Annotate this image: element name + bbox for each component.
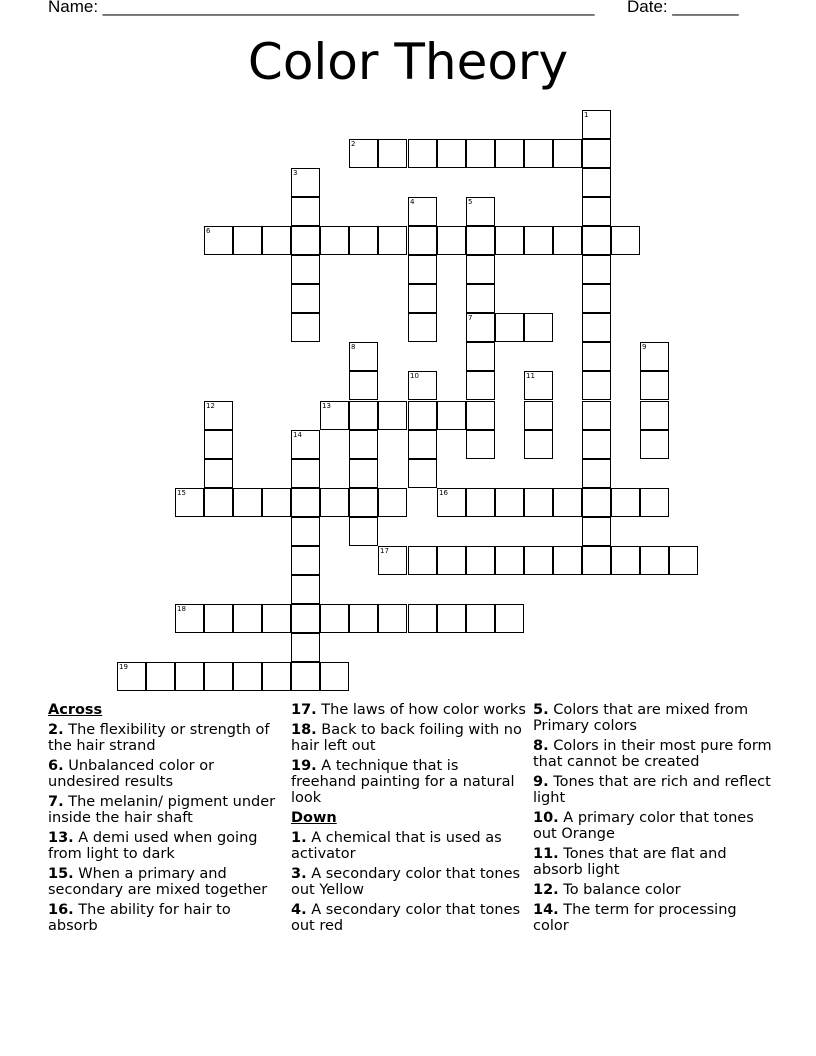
grid-cell[interactable]: [466, 604, 495, 633]
grid-cell[interactable]: [349, 488, 378, 517]
page-title: Color Theory: [247, 33, 569, 91]
grid-cell[interactable]: [466, 546, 495, 575]
grid-cell[interactable]: [349, 401, 378, 430]
clue-across-13: [48, 830, 283, 862]
grid-cell[interactable]: [466, 342, 495, 371]
cell-number: 1: [584, 111, 589, 119]
grid-cell[interactable]: [408, 226, 437, 255]
grid-cell[interactable]: [495, 488, 524, 517]
clue-column-3: [533, 702, 773, 938]
grid-cell[interactable]: [640, 342, 669, 371]
grid-cell[interactable]: [495, 139, 524, 168]
grid-cell[interactable]: [291, 226, 320, 255]
grid-cell[interactable]: [378, 604, 407, 633]
cell-number: 14: [293, 431, 302, 439]
clue-number: 5.: [533, 702, 549, 718]
cell-number: 2: [351, 140, 356, 148]
clue-across-19: [291, 758, 526, 806]
clue-down-3: [291, 866, 526, 898]
cell-number: 17: [380, 547, 389, 555]
grid-cell[interactable]: [204, 662, 233, 691]
grid-cell[interactable]: [204, 401, 233, 430]
grid-cell[interactable]: [291, 313, 320, 342]
grid-cell[interactable]: [466, 371, 495, 400]
cell-number: 19: [119, 663, 128, 671]
grid-cell[interactable]: [320, 226, 349, 255]
grid-cell[interactable]: [320, 662, 349, 691]
grid-cell[interactable]: [669, 546, 698, 575]
grid-cell[interactable]: [349, 430, 378, 459]
name-line: Name: ____________________________________________________: [48, 0, 595, 16]
clue-number: 15.: [48, 866, 74, 882]
grid-cell[interactable]: [524, 430, 553, 459]
down-heading: Down: [291, 810, 337, 826]
clue-text: A primary color that tones out Orange: [533, 810, 754, 842]
clue-down-11: [533, 846, 773, 878]
grid-cell[interactable]: [349, 459, 378, 488]
grid-cell[interactable]: [582, 488, 611, 517]
grid-cell[interactable]: [466, 488, 495, 517]
grid-cell[interactable]: [408, 197, 437, 226]
grid-cell[interactable]: [291, 662, 320, 691]
grid-cell[interactable]: [466, 313, 495, 342]
clue-text: When a primary and secondary are mixed together: [48, 866, 268, 898]
grid-cell[interactable]: [582, 255, 611, 284]
grid-cell[interactable]: [582, 430, 611, 459]
grid-cell[interactable]: [582, 197, 611, 226]
grid-cell[interactable]: [437, 488, 466, 517]
grid-cell[interactable]: [466, 226, 495, 255]
grid-cell[interactable]: [582, 284, 611, 313]
grid-cell[interactable]: [582, 313, 611, 342]
clue-text: Colors in their most pure form that cannot be created: [533, 738, 772, 770]
grid-cell[interactable]: [291, 604, 320, 633]
grid-cell[interactable]: [495, 313, 524, 342]
clue-text: Back to back foiling with no hair left out: [291, 722, 522, 754]
grid-cell[interactable]: [233, 662, 262, 691]
across-heading: Across: [48, 702, 103, 718]
grid-cell[interactable]: [466, 284, 495, 313]
date-line: Date: _______: [627, 0, 739, 16]
grid-cell[interactable]: [553, 488, 582, 517]
grid-cell[interactable]: [408, 401, 437, 430]
grid-cell[interactable]: [291, 575, 320, 604]
grid-cell[interactable]: [582, 226, 611, 255]
clue-number: 7.: [48, 794, 64, 810]
clue-number: 12.: [533, 882, 559, 898]
grid-cell[interactable]: [524, 488, 553, 517]
clue-down-14: [533, 902, 773, 934]
clue-column-1: [48, 702, 283, 938]
grid-cell[interactable]: [582, 168, 611, 197]
grid-cell[interactable]: [582, 459, 611, 488]
grid-cell[interactable]: [349, 342, 378, 371]
grid-cell[interactable]: [378, 139, 407, 168]
grid-cell[interactable]: [262, 226, 291, 255]
cell-number: 15: [177, 489, 186, 497]
grid-cell[interactable]: [640, 430, 669, 459]
clue-number: 19.: [291, 758, 317, 774]
grid-cell[interactable]: [146, 662, 175, 691]
grid-cell[interactable]: [582, 371, 611, 400]
grid-cell[interactable]: [233, 488, 262, 517]
clue-text: To balance color: [558, 882, 681, 898]
grid-cell[interactable]: [408, 139, 437, 168]
grid-cell[interactable]: [495, 546, 524, 575]
cell-number: 11: [526, 372, 535, 380]
grid-cell[interactable]: [466, 401, 495, 430]
grid-cell[interactable]: [378, 226, 407, 255]
grid-cell[interactable]: [611, 488, 640, 517]
clue-number: 11.: [533, 846, 559, 862]
clue-number: 13.: [48, 830, 74, 846]
grid-cell[interactable]: [175, 662, 204, 691]
cell-number: 4: [410, 198, 415, 206]
grid-cell[interactable]: [320, 401, 349, 430]
grid-cell[interactable]: [466, 139, 495, 168]
grid-cell[interactable]: [611, 226, 640, 255]
clue-text: The melanin/ pigment under inside the hair shaft: [48, 794, 276, 826]
clue-text: The laws of how color works: [316, 702, 526, 718]
grid-cell[interactable]: [553, 139, 582, 168]
grid-cell[interactable]: [437, 139, 466, 168]
clue-across-16: [48, 902, 283, 934]
grid-cell[interactable]: [291, 168, 320, 197]
grid-cell[interactable]: [349, 226, 378, 255]
grid-cell[interactable]: [640, 488, 669, 517]
grid-cell[interactable]: [204, 459, 233, 488]
grid-cell[interactable]: [408, 313, 437, 342]
grid-cell[interactable]: [408, 371, 437, 400]
grid-cell[interactable]: [233, 226, 262, 255]
cell-number: 3: [293, 169, 298, 177]
cell-number: 6: [206, 227, 211, 235]
grid-cell[interactable]: [291, 488, 320, 517]
grid-cell[interactable]: [640, 546, 669, 575]
grid-cell[interactable]: [262, 604, 291, 633]
grid-cell[interactable]: [378, 401, 407, 430]
grid-cell[interactable]: [408, 546, 437, 575]
clue-number: 10.: [533, 810, 559, 826]
grid-cell[interactable]: [495, 226, 524, 255]
cell-number: 12: [206, 402, 215, 410]
grid-cell[interactable]: [466, 197, 495, 226]
clue-down-9: [533, 774, 773, 806]
clue-down-10: [533, 810, 773, 842]
clue-text: A secondary color that tones out red: [291, 902, 521, 934]
grid-cell[interactable]: [349, 371, 378, 400]
clue-text: The term for processing color: [533, 902, 737, 934]
grid-cell[interactable]: [175, 604, 204, 633]
grid-cell[interactable]: [524, 313, 553, 342]
clue-across-6: [48, 758, 283, 790]
grid-cell[interactable]: [524, 226, 553, 255]
clue-number: 3.: [291, 866, 307, 882]
cell-number: 18: [177, 605, 186, 613]
grid-cell[interactable]: [524, 371, 553, 400]
grid-cell[interactable]: [466, 430, 495, 459]
grid-cell[interactable]: [291, 284, 320, 313]
grid-cell[interactable]: [291, 255, 320, 284]
grid-cell[interactable]: [320, 488, 349, 517]
grid-cell[interactable]: [408, 604, 437, 633]
grid-cell[interactable]: [262, 662, 291, 691]
clue-across-17: [291, 702, 526, 718]
grid-cell[interactable]: [291, 517, 320, 546]
clue-down-1: [291, 830, 526, 862]
clue-number: 9.: [533, 774, 549, 790]
grid-cell[interactable]: [466, 255, 495, 284]
clue-down-8: [533, 738, 773, 770]
cell-number: 9: [642, 343, 647, 351]
cell-number: 10: [410, 372, 419, 380]
grid-cell[interactable]: [291, 459, 320, 488]
grid-cell[interactable]: [524, 139, 553, 168]
clue-text: The ability for hair to absorb: [48, 902, 231, 934]
cell-number: 5: [468, 198, 473, 206]
grid-cell[interactable]: [408, 255, 437, 284]
clue-text: Tones that are flat and absorb light: [533, 846, 727, 878]
clue-across-15: [48, 866, 283, 898]
grid-cell[interactable]: [175, 488, 204, 517]
clue-across-2: [48, 722, 283, 754]
grid-cell[interactable]: [495, 604, 524, 633]
grid-cell[interactable]: [524, 546, 553, 575]
grid-cell[interactable]: [640, 371, 669, 400]
clue-text: A chemical that is used as activator: [291, 830, 502, 862]
grid-cell[interactable]: [582, 401, 611, 430]
grid-cell[interactable]: [233, 604, 262, 633]
grid-cell[interactable]: [524, 401, 553, 430]
clue-number: 8.: [533, 738, 549, 754]
grid-cell[interactable]: [640, 401, 669, 430]
clue-down-12: [533, 882, 773, 898]
grid-cell[interactable]: [582, 342, 611, 371]
clue-number: 18.: [291, 722, 317, 738]
grid-cell[interactable]: [437, 226, 466, 255]
clue-number: 14.: [533, 902, 559, 918]
clue-across-18: [291, 722, 526, 754]
clue-number: 17.: [291, 702, 317, 718]
grid-cell[interactable]: [291, 197, 320, 226]
grid-cell[interactable]: [204, 430, 233, 459]
cell-number: 16: [439, 489, 448, 497]
grid-cell[interactable]: [291, 430, 320, 459]
clue-text: Unbalanced color or undesired results: [48, 758, 215, 790]
grid-cell[interactable]: [582, 517, 611, 546]
grid-cell[interactable]: [553, 546, 582, 575]
grid-cell[interactable]: [582, 139, 611, 168]
grid-cell[interactable]: [582, 546, 611, 575]
clue-number: 1.: [291, 830, 307, 846]
grid-cell[interactable]: [437, 401, 466, 430]
grid-cell[interactable]: [408, 284, 437, 313]
grid-cell[interactable]: [408, 459, 437, 488]
clue-number: 16.: [48, 902, 74, 918]
clue-text: Tones that are rich and reflect light: [533, 774, 771, 806]
clue-number: 4.: [291, 902, 307, 918]
clue-text: A secondary color that tones out Yellow: [291, 866, 521, 898]
grid-cell[interactable]: [437, 604, 466, 633]
cell-number: 8: [351, 343, 356, 351]
grid-cell[interactable]: [204, 488, 233, 517]
clue-text: Colors that are mixed from Primary colors: [533, 702, 749, 734]
clue-down-4: [291, 902, 526, 934]
grid-cell[interactable]: [117, 662, 146, 691]
grid-cell[interactable]: [320, 604, 349, 633]
cell-number: 13: [322, 402, 331, 410]
grid-cell[interactable]: [378, 546, 407, 575]
grid-cell[interactable]: [204, 226, 233, 255]
grid-cell[interactable]: [349, 604, 378, 633]
grid-cell[interactable]: [291, 546, 320, 575]
clue-number: 2.: [48, 722, 64, 738]
grid-cell[interactable]: [553, 226, 582, 255]
clue-across-7: [48, 794, 283, 826]
grid-cell[interactable]: [262, 488, 291, 517]
clue-column-2: [291, 702, 526, 938]
grid-cell[interactable]: [378, 488, 407, 517]
grid-cell[interactable]: [349, 139, 378, 168]
clue-down-5: [533, 702, 773, 734]
grid-cell[interactable]: [437, 546, 466, 575]
clue-text: A demi used when going from light to dark: [48, 830, 258, 862]
grid-cell[interactable]: [291, 633, 320, 662]
clue-text: A technique that is freehand painting for a natural look: [291, 758, 515, 806]
grid-cell[interactable]: [408, 430, 437, 459]
clue-number: 6.: [48, 758, 64, 774]
clue-text: The flexibility or strength of the hair strand: [48, 722, 270, 754]
grid-cell[interactable]: [611, 546, 640, 575]
cell-number: 7: [468, 314, 473, 322]
grid-cell[interactable]: [582, 110, 611, 139]
grid-cell[interactable]: [349, 517, 378, 546]
grid-cell[interactable]: [204, 604, 233, 633]
